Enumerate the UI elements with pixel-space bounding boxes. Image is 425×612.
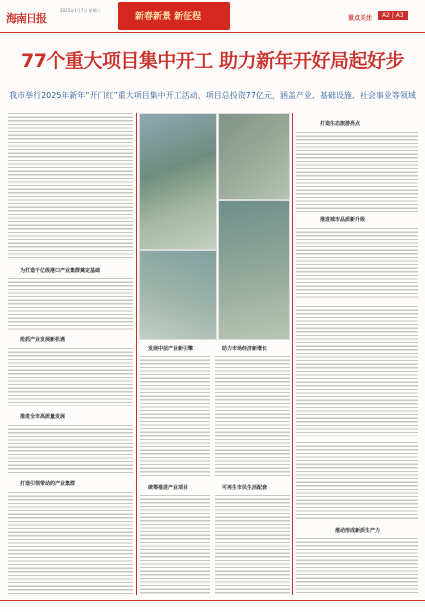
- photo-construction-site: [218, 200, 290, 340]
- photo-landmark-building: [139, 113, 217, 250]
- section-subtitle: 推动形成新质生产力: [335, 528, 381, 534]
- article-text-block: [140, 356, 210, 476]
- section-subtitle: 打造生态旅游亮点: [320, 121, 361, 127]
- section-subtitle: 推进全市高质量发展: [20, 414, 66, 420]
- article-text-block: [8, 492, 133, 594]
- page-number: A2 | A3: [378, 11, 408, 20]
- article-text-block: [215, 495, 290, 595]
- column-divider: [292, 113, 293, 595]
- section-subtitle: 统筹推进产业项目: [148, 485, 189, 491]
- dateline: 2025年1月7日 星期二: [60, 8, 101, 13]
- photo-campus-render: [139, 250, 217, 340]
- section-subtitle: 可再生市民生活配套: [222, 485, 268, 491]
- article-text-block: [296, 228, 418, 300]
- article-text-block: [8, 425, 133, 473]
- photo-aerial-site: [218, 113, 290, 200]
- section-subtitle: 为打造千亿级港口产业集群奠定基础: [20, 268, 101, 274]
- article-text-block: [140, 495, 210, 595]
- section-subtitle: 发展中层产业新引擎: [148, 346, 194, 352]
- newspaper-logo: 海南日报: [6, 12, 46, 25]
- section-label: 重点关注: [348, 15, 373, 22]
- article-text-block: [8, 348, 133, 406]
- article-text-block: [296, 132, 418, 212]
- column-divider: [136, 113, 137, 595]
- section-subtitle: 打造引领带动的产业集群: [20, 481, 76, 487]
- section-subtitle: 推进城市品质新升级: [320, 217, 366, 223]
- article-text-block: [8, 113, 133, 258]
- banner-text: 新春新景 新征程: [135, 12, 202, 22]
- masthead: [0, 0, 425, 33]
- article-text-block: [296, 306, 418, 436]
- subheadline: 我市举行2025年新年“开门红”重大项目集中开工活动，项目总投资77亿元，涵盖产业、基础设施、社会事业等领域: [9, 91, 416, 100]
- section-subtitle: 抢抓产业发展新机遇: [20, 337, 66, 343]
- main-headline: 77个重大项目集中开工 助力新年开好局起好步: [20, 50, 405, 72]
- article-text-block: [8, 278, 133, 330]
- article-text-block: [296, 442, 418, 520]
- page-footer: [0, 600, 425, 612]
- article-text-block: [215, 356, 290, 476]
- section-subtitle: 助力市场经济新增长: [222, 346, 268, 352]
- article-text-block: [296, 538, 418, 594]
